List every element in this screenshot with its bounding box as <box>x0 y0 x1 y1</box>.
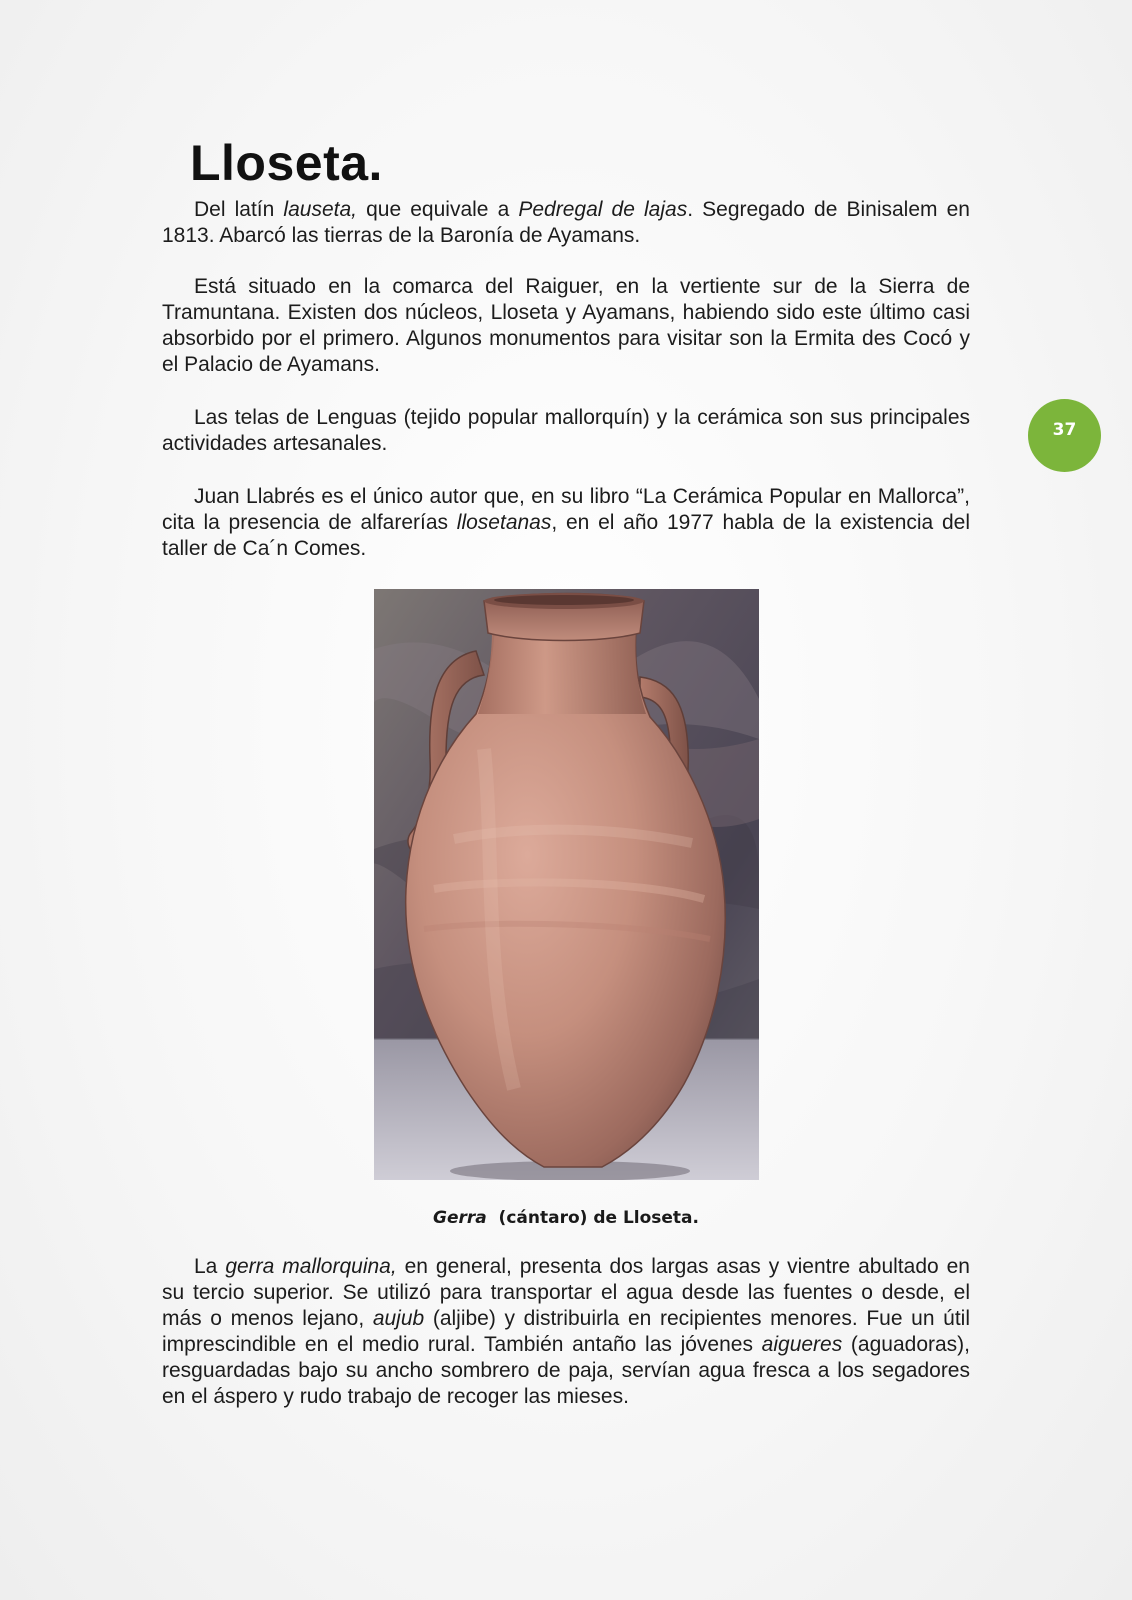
italic-term: aujub <box>372 1307 425 1330</box>
text-span: en general, presenta dos largas asas y vientre abultado en su tercio superior. Se utilizó para transportar el agua desde las fuentes o desde, el más o menos lejano, <box>162 1255 970 1330</box>
text-span: . Segregado de Binisalem en 1813. Abarcó las tierras de la Baronía de Ayamans. <box>162 198 970 247</box>
paragraph-location: Está situado en la comarca del Raiguer, en la vertiente sur de la Sierra de Tramuntana. Existen dos núcleos, Lloseta y Ayamans, habiendo sido este último casi absorbido por el primero. Algunos monumentos para visitar son la Ermita des Cocó y el Palacio de Ayamans. <box>162 275 970 376</box>
italic-term: lauseta, <box>283 198 357 221</box>
text-span: La <box>194 1255 226 1278</box>
text-span: Del latín <box>194 198 284 221</box>
text-span: que equivale a <box>356 198 519 221</box>
italic-term: Pedregal de lajas <box>518 198 688 221</box>
caption-italic: Gerra <box>432 1208 487 1228</box>
italic-term: llosetanas <box>456 511 552 534</box>
photo-caption <box>162 1207 970 1229</box>
italic-term: aigueres <box>761 1333 843 1356</box>
text-span: (aljibe) y distribuirla en recipientes menores. Fue un útil imprescindible en el medio rural. También antaño las jóvenes <box>162 1307 970 1356</box>
page-number-badge: 37 <box>1028 399 1101 472</box>
italic-term: gerra mallorquina, <box>225 1255 397 1278</box>
gerra-photo <box>374 589 759 1180</box>
text-span: (aguadoras), resguardadas bajo su ancho sombrero de paja, servían agua fresca a los segadores en el áspero y rudo trabajo de recoger las mieses. <box>162 1333 970 1408</box>
paragraph-crafts: Las telas de Lenguas (tejido popular mallorquín) y la cerámica son sus principales actividades artesanales. <box>162 406 970 455</box>
text-span: Juan Llabrés es el único autor que, en su libro “La Cerámica Popular en Mallorca”, cita la presencia de alfarerías <box>162 485 970 534</box>
text-span: , en el año 1977 habla de la existencia del taller de Ca´n Comes. <box>162 511 971 560</box>
caption-text: (cántaro) de Lloseta. <box>486 1208 699 1228</box>
paragraph-potteries <box>162 484 970 562</box>
paragraph-etymology <box>162 197 970 249</box>
page-title: Lloseta. <box>190 135 383 191</box>
paragraph-gerra <box>162 1254 970 1410</box>
